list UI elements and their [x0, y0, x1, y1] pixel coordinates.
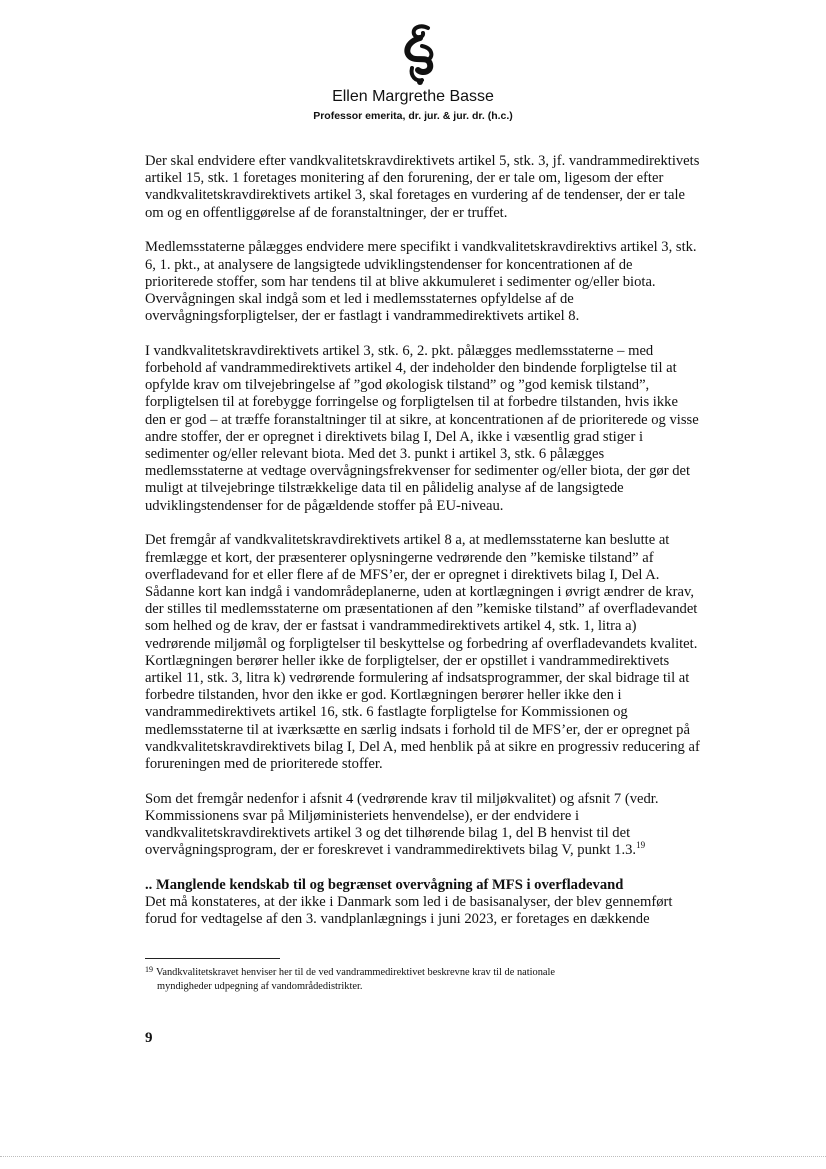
footnote-divider: [145, 958, 280, 959]
author-title: Professor emerita, dr. jur. & jur. dr. (h.c.): [313, 110, 513, 122]
footnote-line-1: Vandkvalitetskravet henviser her til de ved vandrammedirektivet beskrevne krav til de nationale: [156, 967, 556, 978]
section-heading: .. Manglende kendskab til og begrænset overvågning af MFS i overfladevand: [145, 877, 624, 894]
paragraph-4: Det fremgår af vandkvalitetskravdirektivets artikel 8 a, at medlemsstaterne kan beslutte at fremlægge et kort, der præsenterer oplysningerne vedrørende den ”kemiske tilstand” af overfladevand for et eller flere af de MFS’er, der er opregnet i direktivets bilag I, Del A. Sådanne kort kan indgå i vandområdeplanerne, uden at kortlægningen i øvrigt ændrer de krav, der stilles til medlemsstaterne om præsentationen af den ”kemiske tilstand” af overfladevandet som helhed og de krav, der er fastsat i vandrammedirektivets artikel 4, stk. 1, litra a) vedrørende miljømål og forpligtelser til beskyttelse og forbedring af overfladevandets kvalitet. Kortlægningen berører heller ikke de forpligtelser, der er opstillet i vandrammedirektivets artikel 11, stk. 3, litra k) vedrørende formulering af indsatsprogrammer, der skal bidrage til at forbedre tilstanden, hvor den ikke er god. Kortlægningen berører heller ikke den i vandrammedirektivets artikel 16, stk. 6 fastlagte forpligtelse for Kommissionen og medlemsstaterne til at iværksætte en særlig indsats i forhold til de MFS’er, der er opregnet på vandkvalitetskravdirektivets bilag I, Del A, med henblik på at sikre en progressiv reducering af forureningen med de prioriterede stoffer.: [145, 532, 700, 772]
paragraph-3: I vandkvalitetskravdirektivets artikel 3, stk. 6, 2. pkt. pålægges medlemsstaterne – med forbehold af vandrammedirektivets artikel 4, der indeholder den bindende forpligtelse til at opfylde krav om tilvejebringelse af ”god økologisk tilstand” og ”god kemisk tilstand”, forpligtelsen til at forebygge forringelse og forpligtelsen til at forbedre tilstanden, hvis ikke den er god – at træffe foranstaltninger til at sikre, at koncentrationen af de prioriterede og visse andre stoffer, der er opregnet i direktivets bilag I, Del A, ikke i væsentlig grad stiger i sedimenter og/eller relevant biota. Med det 3. punkt i artikel 3, stk. 6 pålægges medlemsstaterne at vedtage overvågningsfrekvenser for sedimenter og/eller biota, der gør det muligt at tilvejebringe tilstrækkelige data til en pålidelig analyse af de langsigtede udviklingstendenser for de pågældende stoffer på EU-niveau.: [145, 342, 699, 514]
footnote-reference-19[interactable]: 19: [636, 840, 646, 851]
footnote-line-2: myndigheder udpegning af vandområdedistrikter.: [157, 981, 363, 992]
paragraph-2: Medlemsstaterne pålægges endvidere mere specifikt i vandkvalitetskravdirektivs artikel 3, stk. 6, 1. pkt., at analysere de langsigtede udviklingstendenser for koncentrationen af de prioriterede stoffer, som har tendens til at blive akkumuleret i sedimenter og/eller biota. Overvågningen skal indgå som et led i medlemsstaternes opfyldelse af de overvågningsforpligtelser, der er fastlagt i vandrammedirektivets artikel 8.: [145, 239, 697, 325]
footnote-number: 19: [145, 965, 153, 974]
body-text: [145, 153, 701, 929]
page-number: 9: [145, 1030, 153, 1046]
paragraph-6: Det må konstateres, at der ikke i Danmark som led i de basisanalyser, der blev gennemført forud for vedtagelse af den 3. vandplanlægnings i juni 2023, er foretages en dækkende: [145, 894, 673, 928]
paragraph-1: Der skal endvidere efter vandkvalitetskravdirektivets artikel 5, stk. 3, jf. vandrammedirektivets artikel 15, stk. 1 foretages monitering af den forurening, der er tale om, ligesom der efter vandkvalitetskravdirektivets artikel 3, skal foretages en vurdering af de tendenser, der er tale om og en offentliggørelse af de foranstaltninger, der er truffet.: [145, 153, 700, 221]
author-name: Ellen Margrethe Basse: [332, 88, 494, 105]
page-edge-divider: [0, 1156, 826, 1157]
paragraph-5: [145, 791, 701, 860]
paragraph-5-text: Som det fremgår nedenfor i afsnit 4 (vedrørende krav til miljøkvalitet) og afsnit 7 (vedr. Kommissionens svar på Miljøministeriets henvendelse), er der endvidere i vandkvalitetskravdirektivets artikel 3 og det tilhørende bilag 1, del B henvist til det overvågningsprogram, der er foreskrevet i vandrammedirektivets bilag V, punkt 1.3.: [145, 790, 659, 859]
monogram-logo-icon: [398, 24, 442, 86]
footnote-19: [145, 963, 701, 994]
